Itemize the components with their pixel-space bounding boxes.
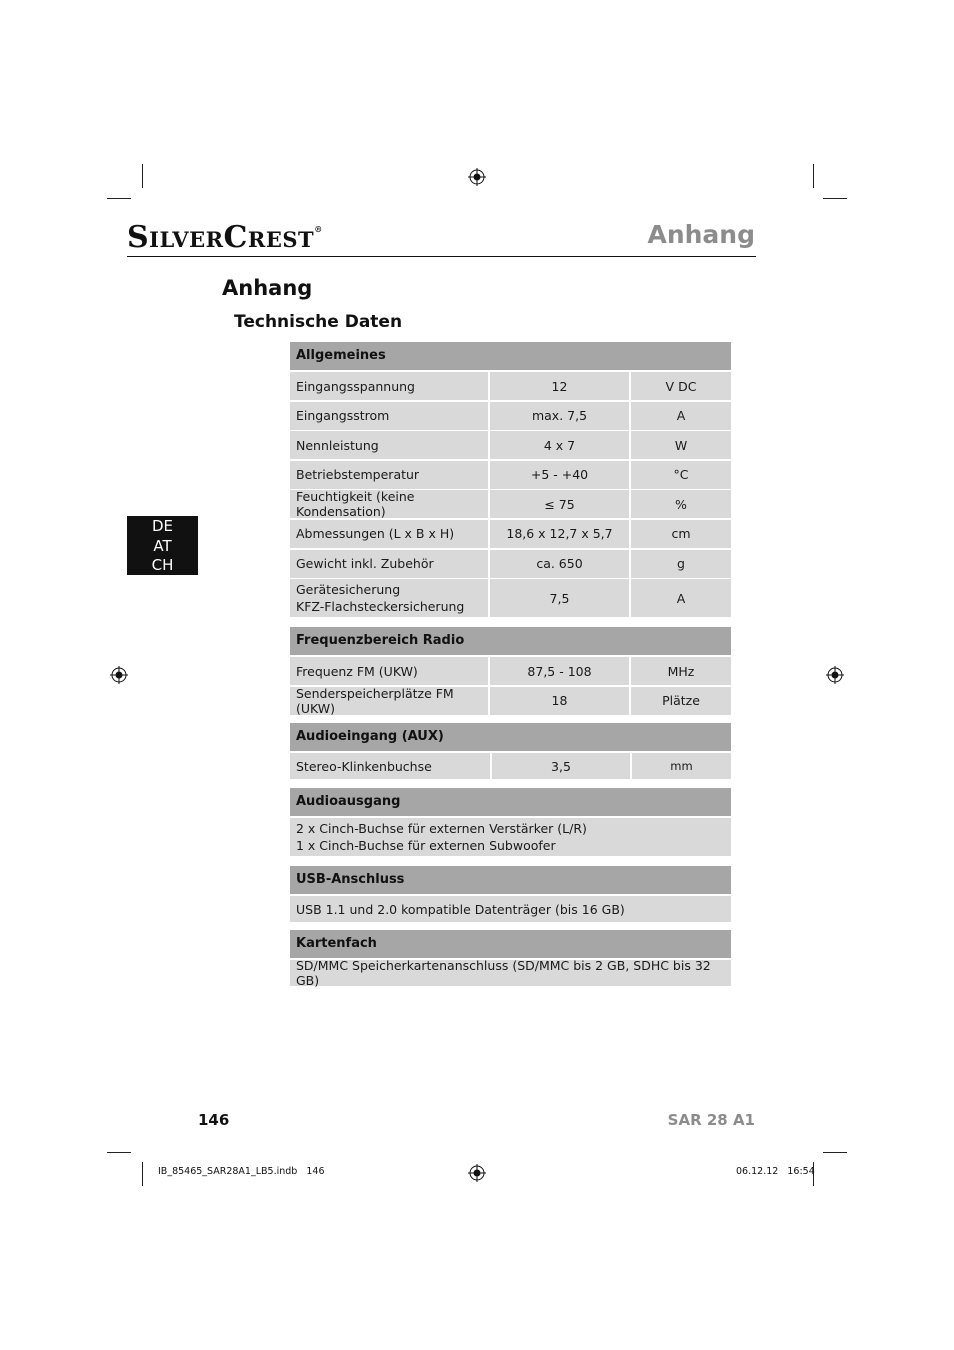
row-label: Senderspeicherplätze FM (UKW) [290, 687, 488, 715]
crop-mark [813, 164, 814, 188]
registration-mark-icon [468, 1164, 486, 1182]
table-row [290, 372, 731, 400]
crop-mark [107, 1152, 131, 1153]
page-title: Anhang [222, 276, 313, 300]
row-value: max. 7,5 [490, 402, 629, 430]
table-row [290, 550, 731, 578]
row-label: Frequenz FM (UKW) [290, 657, 488, 685]
table-heading: Frequenzbereich Radio [290, 627, 731, 655]
row-value: ≤ 75 [490, 490, 629, 518]
table-radio [290, 627, 731, 716]
table-row [290, 687, 731, 715]
row-value: ca. 650 [490, 550, 629, 578]
table-row [290, 579, 731, 617]
table-heading: Kartenfach [290, 930, 731, 958]
crop-mark [142, 164, 143, 188]
table-allgemeines [290, 342, 731, 619]
table-heading: Audioausgang [290, 788, 731, 816]
registration-mark-icon [826, 666, 844, 684]
row-text [290, 818, 731, 856]
row-value: 18 [490, 687, 629, 715]
row-label [290, 579, 488, 617]
row-value: 18,6 x 12,7 x 5,7 [490, 520, 629, 548]
table-row [290, 461, 731, 489]
table-heading: USB-Anschluss [290, 866, 731, 894]
row-label: Gewicht inkl. Zubehör [290, 550, 488, 578]
language-code: AT [153, 536, 172, 555]
audio-output-line: 1 x Cinch-Buchse für externen Subwoofer [296, 838, 556, 853]
row-unit: A [631, 402, 731, 430]
row-value: 12 [490, 372, 629, 400]
fuse-label-line: KFZ-Flachsteckersicherung [296, 599, 465, 615]
row-text: USB 1.1 und 2.0 kompatible Datenträger (bis 16 GB) [290, 896, 731, 922]
row-unit: mm [632, 753, 731, 779]
row-unit: g [631, 550, 731, 578]
row-label: Feuchtigkeit (keine Kondensation) [290, 490, 488, 518]
fuse-label-line: Gerätesicherung [296, 582, 401, 598]
row-label: Betriebstemperatur [290, 461, 488, 489]
row-unit: V DC [631, 372, 731, 400]
row-unit: °C [631, 461, 731, 489]
table-row [290, 490, 731, 518]
language-code: DE [151, 517, 174, 535]
audio-output-line: 2 x Cinch-Buchse für externen Verstärker (L/R) [296, 821, 587, 836]
row-value: 4 x 7 [490, 431, 629, 459]
registration-mark-icon [110, 666, 128, 684]
table-row [290, 431, 731, 459]
row-label: Stereo-Klinkenbuchse [290, 753, 490, 779]
row-text: SD/MMC Speicherkartenanschluss (SD/MMC bis 2 GB, SDHC bis 32 GB) [290, 960, 731, 986]
registration-mark-icon [468, 168, 486, 186]
crop-mark [823, 1152, 847, 1153]
table-kartenfach [290, 930, 731, 988]
table-aux [290, 723, 731, 781]
row-value: 3,5 [492, 753, 630, 779]
brand-logo: SILVERCREST® [127, 220, 323, 255]
row-unit: Plätze [631, 687, 731, 715]
print-slug-file: IB_85465_SAR28A1_LB5.indb 146 [158, 1166, 325, 1177]
table-row [290, 818, 731, 856]
language-code: CH [151, 556, 174, 574]
row-value: 87,5 - 108 [490, 657, 629, 685]
print-slug-date: 06.12.12 16:54 [736, 1166, 815, 1177]
table-row [290, 657, 731, 685]
table-heading: Allgemeines [290, 342, 731, 370]
crop-mark [823, 198, 847, 199]
table-row [290, 520, 731, 548]
row-label: Eingangsspannung [290, 372, 488, 400]
row-unit: A [631, 579, 731, 617]
row-value: +5 - +40 [490, 461, 629, 489]
row-unit: cm [631, 520, 731, 548]
row-label: Nennleistung [290, 431, 488, 459]
row-unit: W [631, 431, 731, 459]
table-usb [290, 866, 731, 924]
table-row [290, 896, 731, 922]
table-row [290, 753, 731, 779]
table-row [290, 960, 731, 986]
header-title: Anhang [647, 220, 755, 249]
row-unit: % [631, 490, 731, 518]
language-tab [127, 516, 198, 575]
model-name: SAR 28 A1 [667, 1111, 755, 1129]
section-title: Technische Daten [234, 312, 403, 332]
row-unit: MHz [631, 657, 731, 685]
crop-mark [107, 198, 131, 199]
table-audioausgang [290, 788, 731, 858]
crop-mark [142, 1162, 143, 1186]
row-value: 7,5 [490, 579, 629, 617]
row-label: Eingangsstrom [290, 402, 488, 430]
table-row [290, 402, 731, 430]
row-label: Abmessungen (L x B x H) [290, 520, 488, 548]
header-divider [127, 256, 756, 257]
table-heading: Audioeingang (AUX) [290, 723, 731, 751]
page-number: 146 [198, 1111, 230, 1129]
